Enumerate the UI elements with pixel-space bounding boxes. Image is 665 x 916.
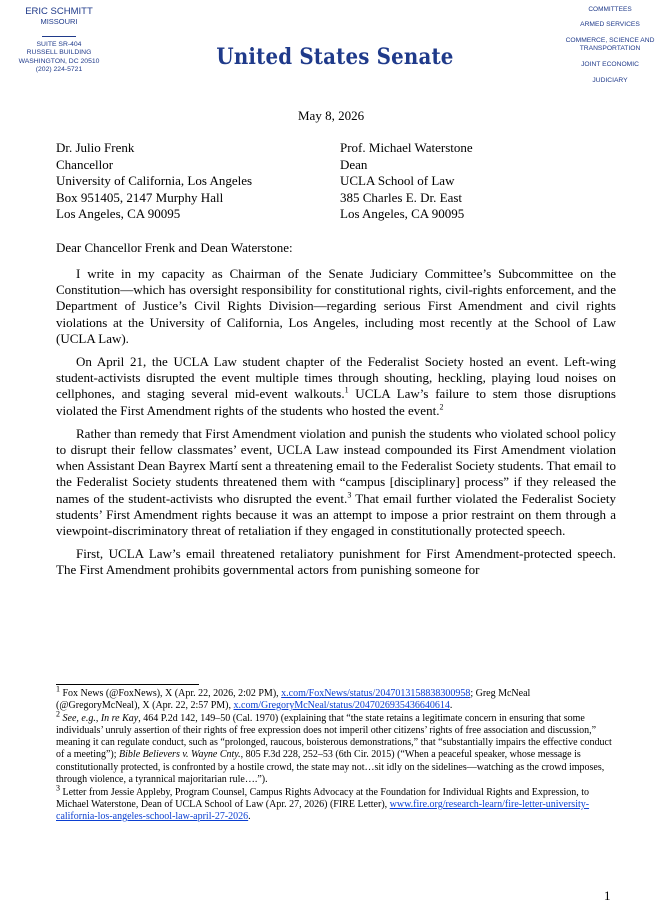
footnote: $^3$ Letter from Jessie Appleby, Program Counsel, Campus Rights Advocacy at the Foundation for Individual Rights and Expression, to Michael Waterstone, Dean of UCLA School of Law (Apr. 27, 2026) (FIRE Letter), www.fire.org/research-learn/fire-letter-university-california-los-angeles-school-law-april-27-2026. [56, 783, 590, 822]
recipient-line: Box 951405, 2147 Murphy Hall [56, 189, 224, 205]
recipient-line: Los Angeles, CA 90095 [340, 206, 465, 221]
recipient-line: Dr. Julio Frenk [56, 140, 135, 155]
body-paragraph: First, UCLA Law’s email threatened retaliatory punishment for First Amendment-protected speech. The First Amendment prohibits governmental actors from punishing someone for [56, 546, 616, 578]
letter-body [56, 266, 616, 586]
footnote-link[interactable]: www.fire.org/research-learn/fire-letter-university-california-los-angeles-school-law-april-27-2026 [56, 798, 590, 822]
footnote-divider [56, 684, 199, 685]
sender-state: MISSOURI [40, 17, 78, 26]
body-paragraph: Rather than remedy that First Amendment violation and punish the students who violated school policy to disrupt their fellow classmates’ event, UCLA Law instead compounded its First Amendment violation when Assistant Dean Bayrex Martí sent a threatening email to the Federalist Society students. That email to the Federalist Society students threatened them with “campus [disciplinary] process” if they released the names of the student-activists who disrupted the event.$^3$ That email further violated the Federalist Society students’ First Amendment rights because it was an attempt to impose a prior restraint on them through a viewpoint-discriminatory threat of retaliation if they engaged in constitutionally protected speech. [56, 425, 616, 539]
sender-block [14, 6, 104, 75]
recipient-line: Dean [340, 156, 368, 172]
footnote-link[interactable]: x.com/FoxNews/status/2047013158838300958 [281, 688, 471, 699]
sender-address-line: RUSSELL BUILDING [26, 49, 92, 57]
sender-divider [42, 36, 76, 37]
committee-item: COMMERCE, SCIENCE AND TRANSPORTATION [565, 37, 655, 52]
footnote-ref[interactable]: 1 [344, 386, 349, 396]
sender-name: ERIC SCHMITT [25, 6, 93, 17]
recipient-line: Los Angeles, CA 90095 [56, 206, 181, 221]
body-paragraph: I write in my capacity as Chairman of the Senate Judiciary Committee’s Subcommittee on the Constitution—which has oversight responsibility for constitutional rights, civil-rights enforcement, and the Department of Justice’s Civil Rights Division—regarding serious First Amendment and civil rights violations at the University of California, Los Angeles, including most recently at the School of Law (UCLA Law). [56, 266, 616, 346]
footnote-link[interactable]: x.com/GregoryMcNeal/status/2047026935436640614 [233, 700, 450, 712]
recipient-address [340, 140, 473, 223]
committees-heading: COMMITTEES [588, 6, 632, 13]
footnote: $^1$ Fox News (@FoxNews), X (Apr. 22, 2026, 2:02 PM), x.com/FoxNews/status/2047013158838300958; Greg McNeal (@GregoryMcNeal), X (Apr. 22, 2:57 PM), x.com/GregoryMcNeal/status/2047026935436640614. [56, 684, 531, 712]
salutation: Dear Chancellor Frenk and Dean Waterstone: [56, 240, 293, 255]
recipient-line: Prof. Michael Waterstone [340, 140, 473, 155]
body-paragraph: On April 21, the UCLA Law student chapter of the Federalist Society hosted an event. Left-wing student-activists disrupted the event multiple times through shouting, heckling, playing loud noises on cellphones, and staging several mid-event walkouts.$^1$ UCLA Law’s failure to stem those disruptions violated the First Amendment rights of the students who hosted the event.$^2$ [56, 354, 616, 418]
sender-address-line: SUITE SR-404 [36, 41, 82, 48]
sender-phone: (202) 224-5721 [35, 66, 83, 74]
sender-address-line: WASHINGTON, DC 20510 [18, 57, 100, 65]
committees-block [560, 6, 660, 93]
footnote: $^2$ See, e.g., In re Kay, 464 P.2d 142, 149–50 (Cal. 1970) (explaining that “the state retains a legitimate concern in ensuring that some individuals’ unruly assertion of their rights of free expression does not imperil other citizens’ rights of free association and discussion,” meaning it can regulate conduct, such as “prolonged, raucous, boisterous demonstrations,” that “substantially impairs the effective conduct of a meeting”); Bible Believers v. Wayne Cnty., 805 F.3d 228, 252–53 (6th Cir. 2015) (“When a peaceful speaker, whose message is constitutionally protected, is confronted by a hostile crowd, the state may not…sit idly on the sidelines—watching as the crowd imposes, through violence, a tyrannical majoritarian rule….”). [56, 709, 612, 785]
committee-item: JOINT ECONOMIC [581, 60, 639, 68]
senate-masthead: United States Senate [216, 44, 454, 70]
letter-date: May 8, 2026 [298, 108, 365, 123]
footnotes [56, 684, 616, 824]
recipient-line: UCLA School of Law [340, 173, 455, 188]
recipient-address [56, 140, 252, 223]
recipient-line: 385 Charles E. Dr. East [340, 189, 463, 205]
footnote-ref[interactable]: 3 [347, 490, 352, 500]
recipient-line: University of California, Los Angeles [56, 173, 253, 188]
page-number: 1 [604, 888, 611, 903]
footnote-ref[interactable]: 2 [439, 402, 444, 412]
committee-item: JUDICIARY [592, 76, 628, 84]
recipient-line: Chancellor [56, 156, 114, 172]
committee-item: ARMED SERVICES [580, 21, 640, 28]
